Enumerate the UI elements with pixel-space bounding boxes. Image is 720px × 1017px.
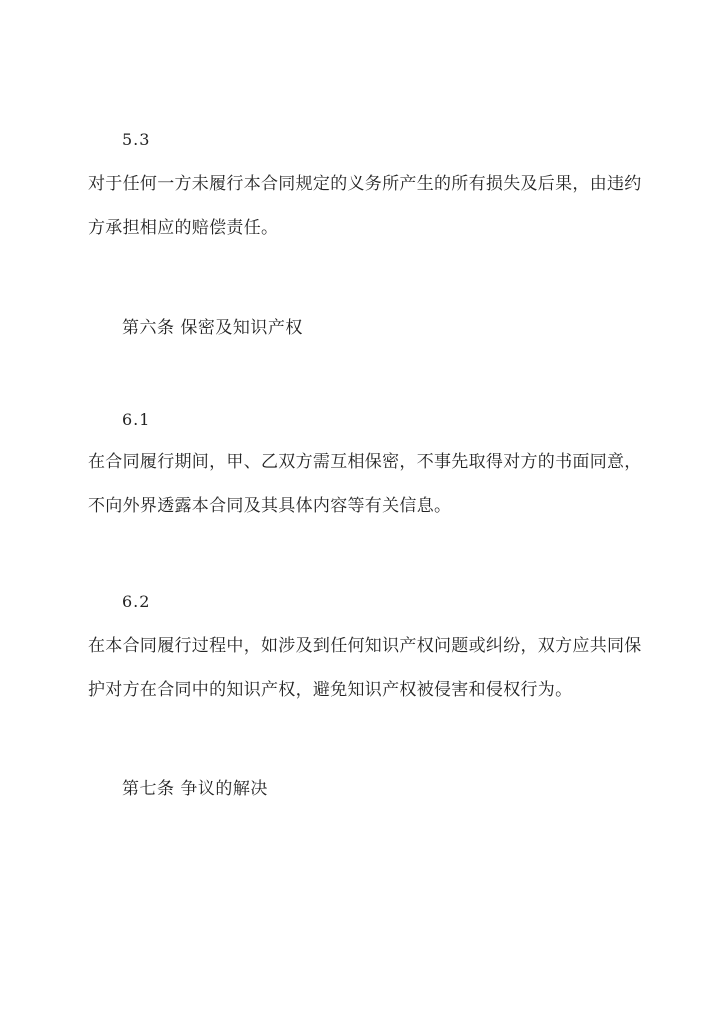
clause-6-1-line-1: 在合同履行期间，甲、乙双方需互相保密，不事先取得对方的书面同意， — [88, 452, 642, 472]
article-7-heading: 第七条 争议的解决 — [122, 779, 268, 799]
clause-number-5-3: 5.3 — [122, 130, 151, 149]
clause-5-3-text — [88, 162, 642, 250]
clause-6-1-line-2: 不向外界透露本合同及其具体内容等有关信息。 — [88, 496, 452, 516]
clause-5-3-line-2: 方承担相应的赔偿责任。 — [88, 218, 279, 238]
clause-6-2-line-1: 在本合同履行过程中，如涉及到任何知识产权问题或纠纷，双方应共同保 — [88, 636, 642, 656]
article-6-heading: 第六条 保密及知识产权 — [122, 318, 303, 338]
clause-5-3-line-1: 对于任何一方未履行本合同规定的义务所产生的所有损失及后果，由违约 — [88, 174, 642, 194]
clause-6-2-line-2: 护对方在合同中的知识产权，避免知识产权被侵害和侵权行为。 — [88, 680, 573, 700]
clause-number-6-2: 6.2 — [122, 592, 151, 611]
clause-number-6-1: 6.1 — [122, 410, 151, 429]
clause-6-2-text — [88, 624, 642, 712]
clause-6-1-text — [88, 440, 642, 528]
